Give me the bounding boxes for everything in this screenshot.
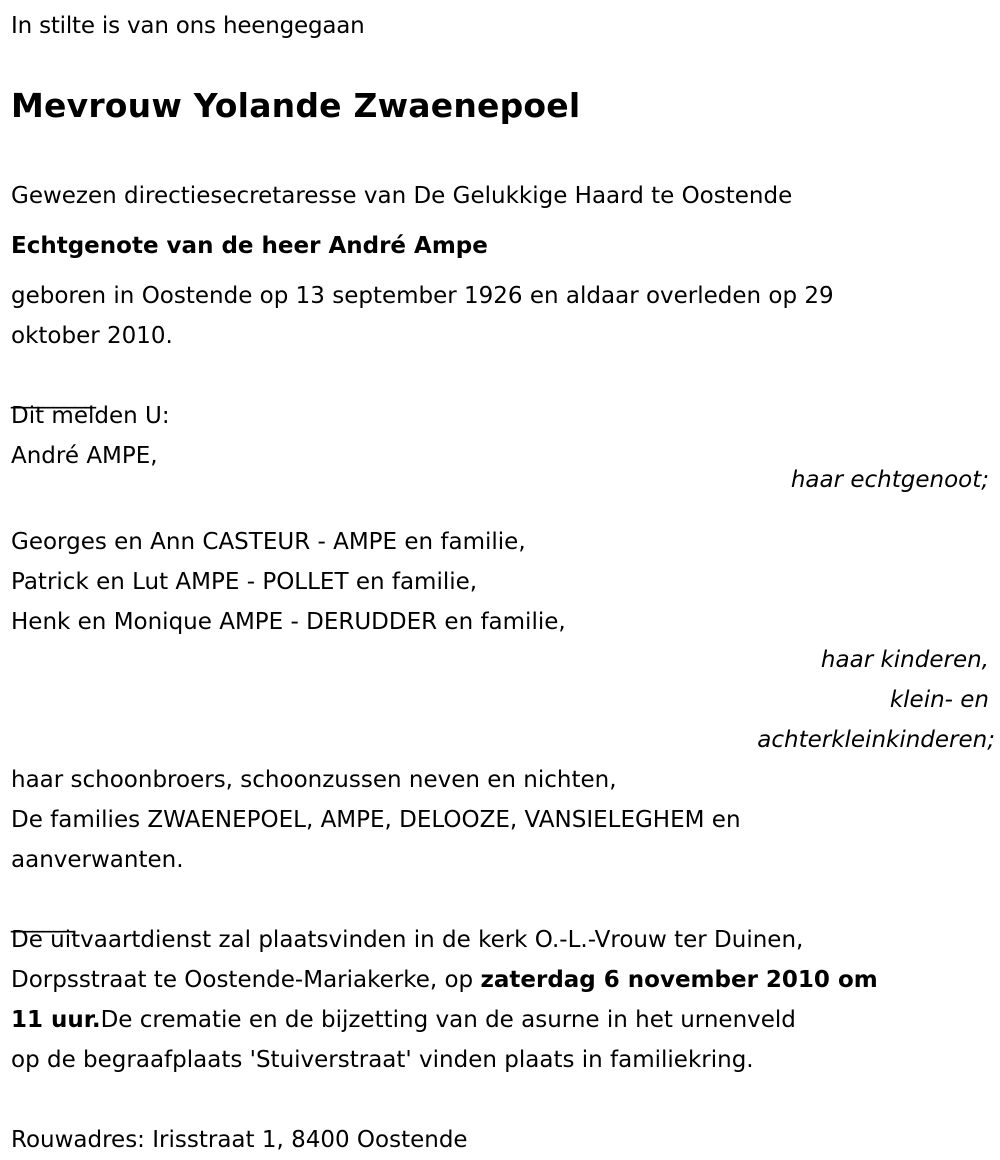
service-line-3 <box>11 1000 991 1040</box>
service-date: zaterdag 6 november 2010 om <box>480 967 878 993</box>
relatives-line: haar schoonbroers, schoonzussen neven en nichten, <box>11 767 617 793</box>
announcer-spouse: André AMPE, <box>11 443 158 469</box>
occupation-text: Gewezen directiesecretaresse van De Gelukkige Haard te Oostende <box>11 183 793 209</box>
separator-2 <box>11 880 991 933</box>
service-line-2-prefix: Dorpsstraat te Oostende-Mariakerke, op <box>11 967 481 993</box>
separator-1 <box>11 356 991 409</box>
service-line-4: op de begraafplaats 'Stuiverstraat' vinden plaats in familiekring. <box>11 1047 754 1073</box>
spouse-line: Echtgenote van de heer André Ampe <box>11 233 488 259</box>
separator-1-text: ________ <box>11 383 95 409</box>
spouse-role: haar echtgenoot; <box>790 467 989 493</box>
service-line-1: De uitvaartdienst zal plaatsvinden in de kerk O.-L.-Vrouw ter Duinen, <box>11 927 804 953</box>
announcer-child-1: Georges en Ann CASTEUR - AMPE en familie, <box>11 529 526 555</box>
families-line-1: De families ZWAENEPOEL, AMPE, DELOOZE, VANSIELEGHEM en <box>11 807 741 833</box>
service-time: 11 uur. <box>11 1007 101 1033</box>
spacer <box>11 216 991 226</box>
children-role-line-3: achterkleinkinderen; <box>757 727 995 753</box>
death-notice <box>11 6 995 1160</box>
birth-death-line-2: oktober 2010. <box>11 323 173 349</box>
spacer <box>11 500 991 522</box>
spacer <box>11 266 991 276</box>
birth-death-line-1: geboren in Oostende op 13 september 1926 en aldaar overleden op 29 <box>11 283 834 309</box>
announcer-child-3: Henk en Monique AMPE - DERUDDER en familie, <box>11 609 566 635</box>
announcers-heading: Dit melden U: <box>11 403 170 429</box>
mourning-address: Rouwadres: Irisstraat 1, 8400 Oostende <box>11 1127 468 1153</box>
announcer-child-2: Patrick en Lut AMPE - POLLET en familie, <box>11 569 478 595</box>
intro-text: In stilte is van ons heengegaan <box>11 13 365 39</box>
separator-2-text: ______ <box>11 907 74 933</box>
children-role <box>11 640 995 760</box>
families-line-2: aanverwanten. <box>11 847 184 873</box>
deceased-name: Mevrouw Yolande Zwaenepoel <box>11 86 581 125</box>
spacer <box>11 166 991 176</box>
children-role-line-1: haar kinderen, <box>820 647 989 673</box>
service-line-2 <box>11 960 991 1000</box>
spacer <box>11 126 991 166</box>
service-line-3-rest: De crematie en de bijzetting van de asurne in het urnenveld <box>100 1007 796 1033</box>
children-role-line-2: klein- en <box>889 687 989 713</box>
